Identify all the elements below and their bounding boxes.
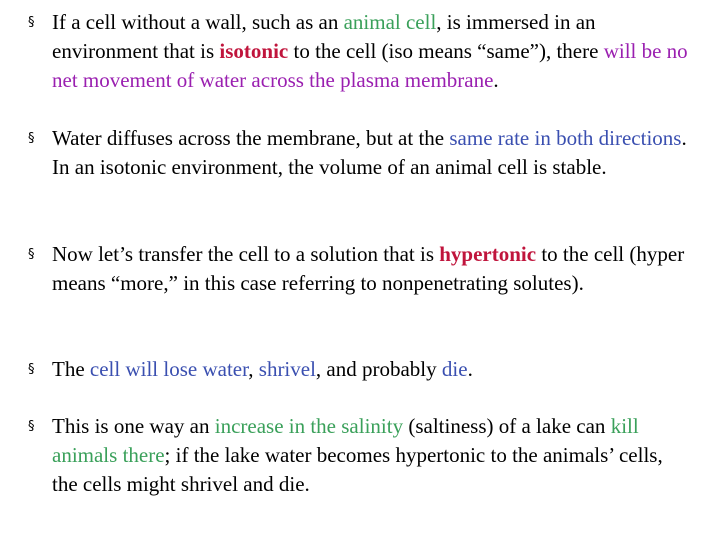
bullet-item-hypertonic <box>28 240 688 298</box>
bullet-marker-icon: § <box>28 419 35 434</box>
text-segment: Water diffuses across the membrane, but at the <box>52 126 450 150</box>
text-segment: ; if the lake water becomes hypertonic to the animals’ cells, the cells might shrivel and die. <box>52 443 663 496</box>
bullet-text <box>52 240 688 298</box>
text-segment: . <box>493 68 499 92</box>
text-segment: The <box>52 357 90 381</box>
text-segment: . <box>467 357 473 381</box>
bullet-item-diffusion <box>28 124 688 182</box>
bullet-marker-icon: § <box>28 131 35 146</box>
text-segment: to the cell (hyper means “more,” in this case referring to nonpenetrating solutes). <box>52 242 685 295</box>
bullet-item-shrivel <box>28 355 688 384</box>
highlighted-term: cell will lose water <box>89 357 249 381</box>
highlighted-term: same rate in both directions <box>449 126 682 150</box>
text-segment: , is immersed in an environment that is <box>52 10 596 63</box>
highlighted-term: isotonic <box>219 39 289 63</box>
highlighted-term: increase in the salinity <box>214 414 404 438</box>
text-segment: If a cell without a wall, such as an <box>52 10 344 34</box>
text-segment: This is one way an <box>52 414 215 438</box>
text-segment: , and probably <box>315 357 442 381</box>
text-segment: . In an isotonic environment, the volume of an animal cell is stable. <box>52 126 687 179</box>
bullet-marker-icon: § <box>28 15 35 30</box>
bullet-marker-icon: § <box>28 362 35 377</box>
bullet-text <box>52 412 688 499</box>
highlighted-term: will be no net movement of water across the plasma membrane <box>52 39 688 92</box>
bullet-text <box>52 355 688 384</box>
highlighted-term: kill animals there <box>52 414 639 467</box>
highlighted-term: die <box>441 357 468 381</box>
highlighted-term: shrivel <box>258 357 316 381</box>
text-segment: , <box>248 357 259 381</box>
text-segment: to the cell (iso means “same”), there <box>288 39 604 63</box>
text-segment: Now let’s transfer the cell to a solution that is <box>52 242 440 266</box>
bullet-item-isotonic <box>28 8 688 95</box>
bullet-text <box>52 8 688 95</box>
text-segment: (saltiness) of a lake can <box>403 414 611 438</box>
highlighted-term: animal cell <box>343 10 437 34</box>
bullet-text <box>52 124 688 182</box>
highlighted-term: hypertonic <box>439 242 537 266</box>
bullet-marker-icon: § <box>28 247 35 262</box>
bullet-item-salinity <box>28 412 688 499</box>
